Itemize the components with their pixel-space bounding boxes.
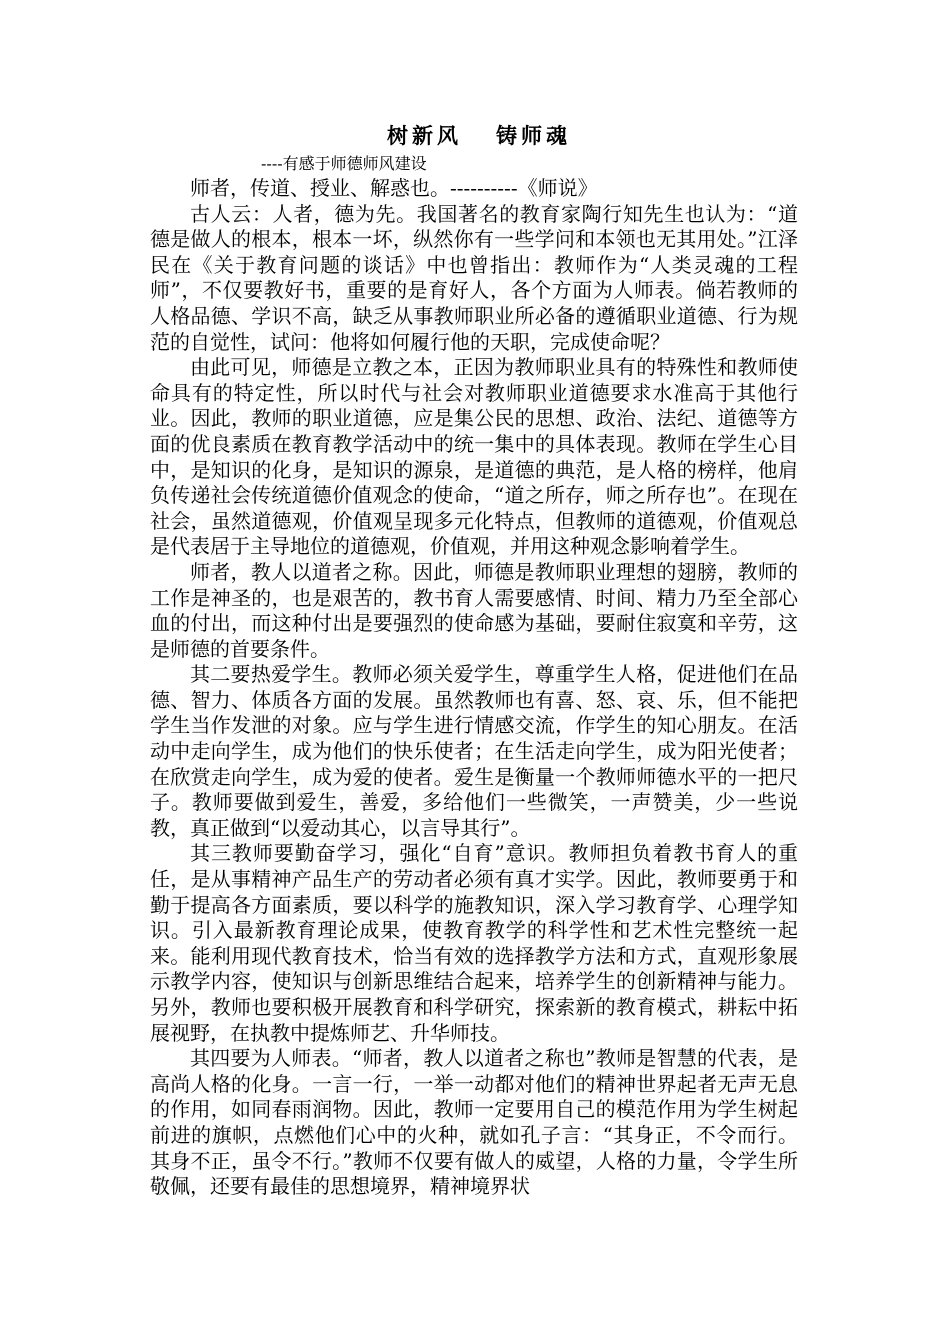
paragraph-4: 其二要热爱学生。教师必须关爱学生，尊重学生人格，促进他们在品德、智力、体质各方面的发展。虽然教师也有喜、怒、哀、乐，但不能把学生当作发泄的对象。应与学生进行情感交流，作学生的知心朋友。在活动中走向学生，成为他们的快乐使者；在生活走向学生，成为阳光使者；在欣赏走向学生，成为爱的使者。爱生是衡量一个教师师德水平的一把尺子。教师要做到爱生，善爱，多给他们一些微笑，一声赞美，少一些说教，真正做到“以爱动其心，以言导其行”。 — [150, 662, 798, 840]
paragraph-5: 其三教师要勤奋学习，强化“自育”意识。教师担负着教书育人的重任，是从事精神产品生产的劳动者必须有真才实学。因此，教师要勇于和勤于提高各方面素质，要以科学的施教知识，深入学习教育学、心理学知识。引入最新教育理论成果，使教育教学的科学性和艺术性完整统一起来。能利用现代教育技术，恰当有效的选择教学方法和方式，直观形象展示教学内容，使知识与创新思维结合起来，培养学生的创新精神与能力。另外，教师也要积极开展教育和科学研究，探索新的教育模式，耕耘中拓展视野，在执教中提炼师艺、升华师技。 — [150, 841, 798, 1045]
document-body — [150, 120, 798, 1200]
paragraph-6: 其四要为人师表。“师者，教人以道者之称也”教师是智慧的代表，是高尚人格的化身。一言一行，一举一动都对他们的精神世界起者无声无息的作用，如同春雨润物。因此，教师一定要用自己的模范作用为学生树起前进的旗帜，点燃他们心中的火种，就如孔子言：“其身正，不令而行。其身不正，虽令不行。”教师不仅要有做人的威望，人格的力量，令学生所敬佩，还要有最佳的思想境界，精神境界状 — [150, 1046, 798, 1199]
paragraph-3: 师者，教人以道者之称。因此，师德是教师职业理想的翅膀，教师的工作是神圣的，也是艰苦的，教书育人需要感情、时间、精力乃至全部心血的付出，而这种付出是要强烈的使命感为基础，要耐住寂寞和辛劳，这是师德的首要条件。 — [150, 559, 798, 661]
paragraph-2: 由此可见，师德是立教之本，正因为教师职业具有的特殊性和教师使命具有的特定性，所以时代与社会对教师职业道德要求水准高于其他行业。因此，教师的职业道德，应是集公民的思想、政治、法纪、道德等方面的优良素质在教育教学活动中的统一集中的具体表现。教师在学生心目中，是知识的化身，是知识的源泉，是道德的典范，是人格的榜样，他肩负传递社会传统道德价值观念的使命，“道之所存，师之所存也”。在现在社会，虽然道德观，价值观呈现多元化特点，但教师的道德观，价值观总是代表居于主导地位的道德观，价值观，并用这种观念影响着学生。 — [150, 355, 798, 559]
paragraph-1: 古人云：人者，德为先。我国著名的教育家陶行知先生也认为：“道德是做人的根本，根本一坏，纵然你有一些学问和本领也无其用处。”江泽民在《关于教育问题的谈话》中也曾指出：教师作为“人类灵魂的工程师”，不仅要教好书，重要的是育好人，各个方面为人师表。倘若教师的人格品德、学识不高，缺乏从事教师职业所必备的遵循职业道德、行为规范的自觉性，试问：他将如何履行他的天职，完成使命呢？ — [150, 201, 798, 354]
essay-subtitle: ----有感于师德师风建设 — [261, 154, 427, 173]
essay-title: 树新风 铸师魂 — [387, 123, 571, 148]
paragraph-motto: 师者，传道、授业、解惑也。----------《师说》 — [190, 176, 598, 200]
